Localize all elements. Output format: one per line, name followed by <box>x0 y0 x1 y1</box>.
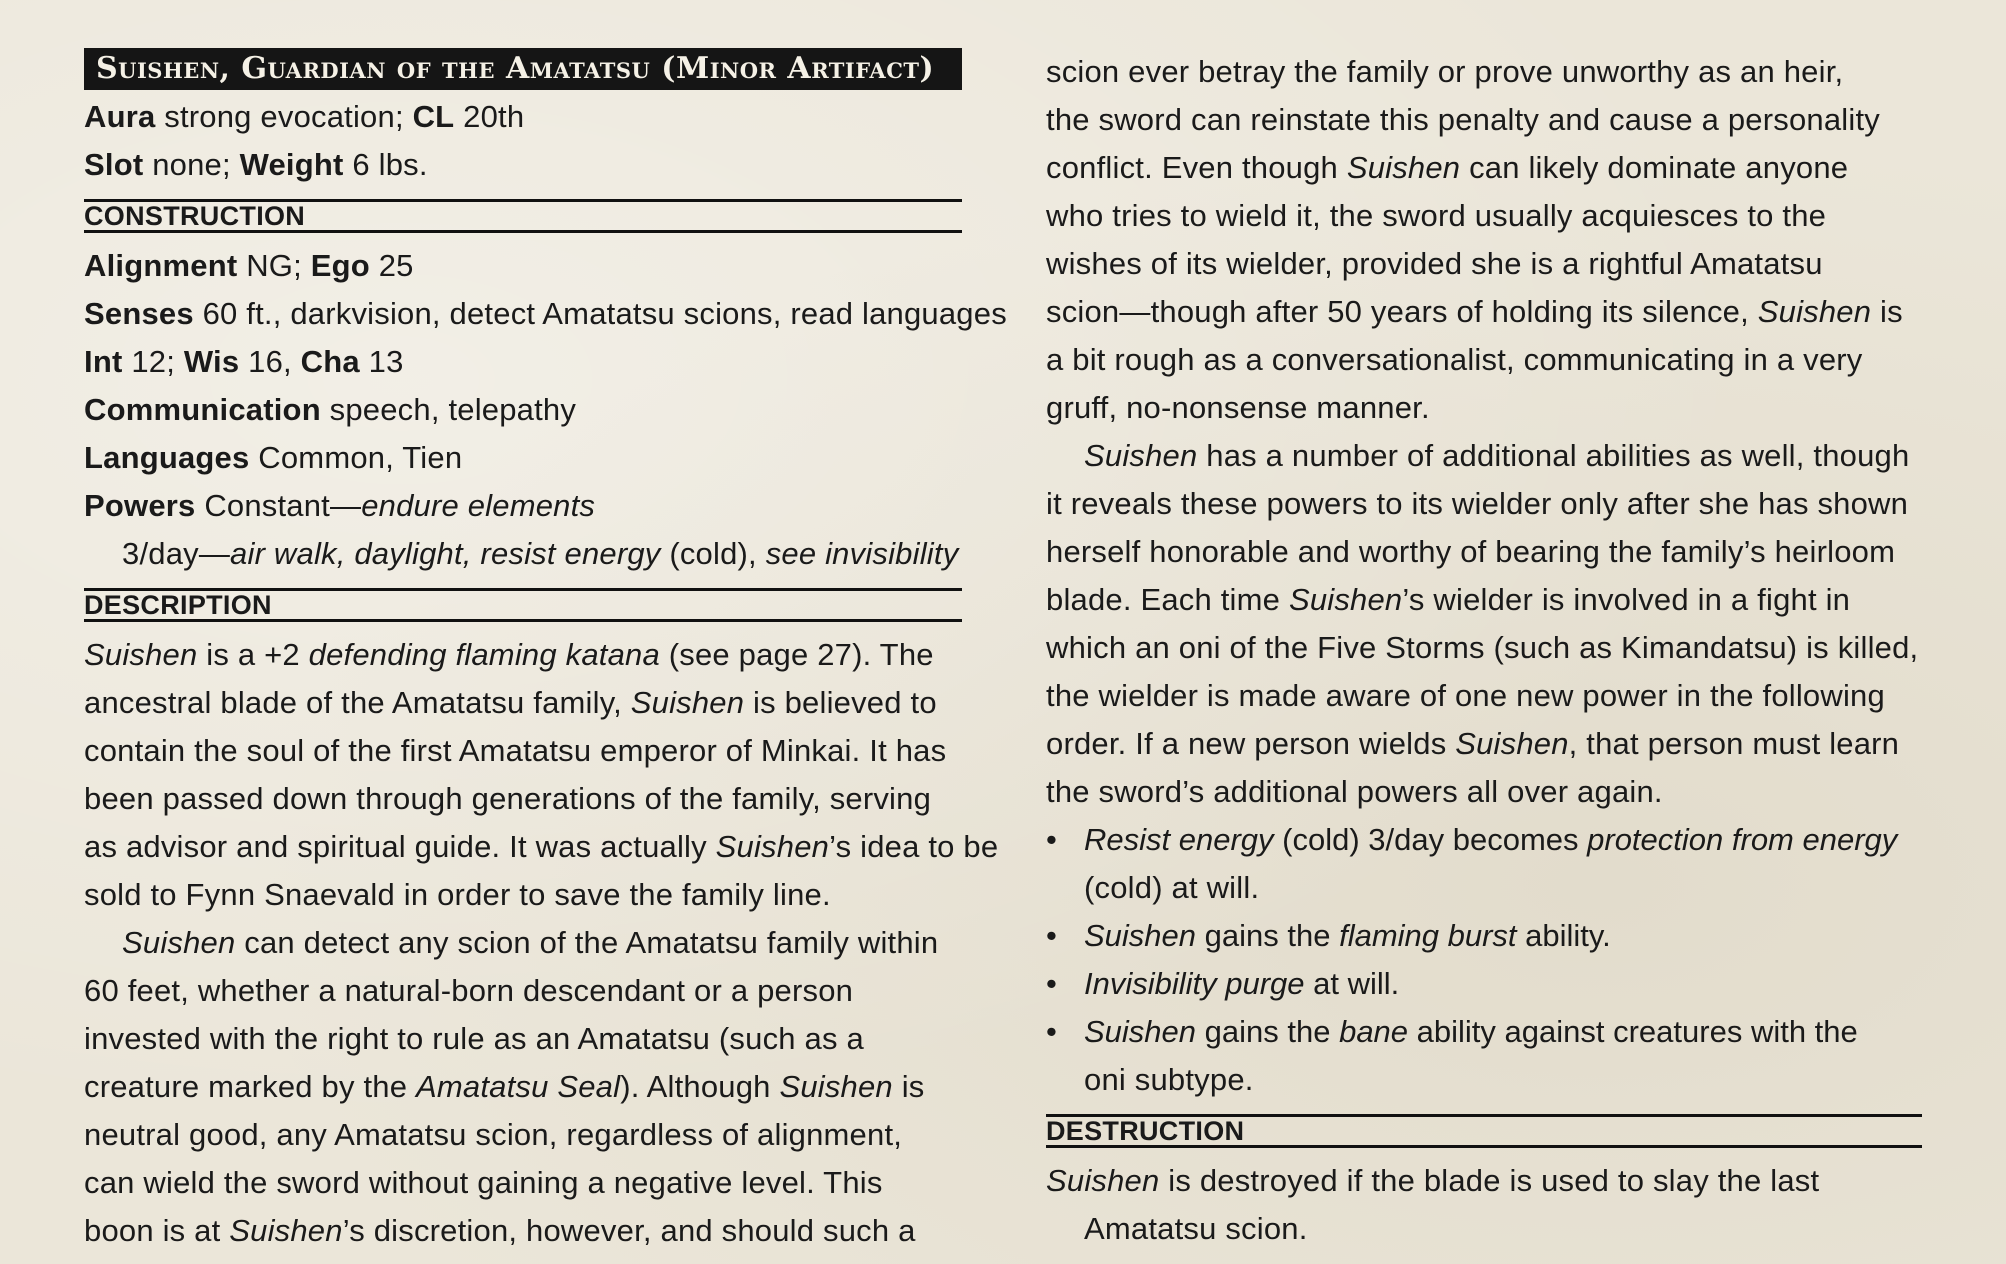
communication-value: speech, telepathy <box>329 392 577 427</box>
bullet-item <box>1046 1008 1922 1056</box>
paragraph-line: can wield the sword without gaining a negative level. This <box>84 1165 883 1200</box>
artifact-title: Suishen, Guardian of the Amatatsu (Minor Artifact) <box>84 48 962 90</box>
text-italic: Invisibility purge <box>1084 966 1305 1001</box>
paragraph-line: Amatatsu scion. <box>1084 1211 1308 1246</box>
text-span: ability. <box>1516 918 1611 953</box>
text-italic: flaming burst <box>1339 918 1517 953</box>
paragraph-line <box>84 679 962 727</box>
bullet-continuation: oni subtype. <box>1084 1062 1254 1097</box>
senses-label: Senses <box>84 296 194 331</box>
paragraph-line <box>1046 144 1922 192</box>
paragraph-line: which an oni of the Five Storms (such as Kimandatsu) is killed, <box>1046 630 1919 665</box>
powers-line <box>84 482 962 530</box>
text-italic: Suishen <box>122 925 236 960</box>
text-italic: Suishen <box>1757 294 1872 329</box>
paragraph-line <box>1046 432 1922 480</box>
text-span: ’s discretion, however, and should such a <box>342 1213 916 1248</box>
text-italic: Suishen <box>1084 918 1197 953</box>
cha-label: Cha <box>300 344 360 379</box>
paragraph-line <box>84 1063 962 1111</box>
powers-constant-prefix: Constant— <box>204 488 362 523</box>
text-span: boon is at <box>84 1213 230 1248</box>
bullet-icon: • <box>1046 966 1057 1001</box>
text-span: can likely dominate anyone <box>1460 150 1849 185</box>
text-span: is believed to <box>744 685 937 720</box>
text-span: as advisor and spiritual guide. It was actually <box>84 829 716 864</box>
bullet-item <box>1046 960 1922 1008</box>
paragraph-line: the wielder is made aware of one new power in the following <box>1046 678 1885 713</box>
paragraph-line <box>84 631 962 679</box>
cl-value: 20th <box>463 99 525 134</box>
paragraph-line: invested with the right to rule as an Amatatsu (such as a <box>84 1021 864 1056</box>
slot-line <box>84 141 962 189</box>
description-heading: DESCRIPTION <box>84 588 962 622</box>
powers-constant-spell: endure elements <box>361 488 596 523</box>
powers-perday-last: see invisibility <box>765 536 959 571</box>
paragraph-line: gruff, no-nonsense manner. <box>1046 390 1430 425</box>
slot-label: Slot <box>84 147 144 182</box>
text-italic: bane <box>1339 1014 1409 1049</box>
text-span: order. If a new person wields <box>1046 726 1456 761</box>
paragraph-line: herself honorable and worthy of bearing the family’s heirloom <box>1046 534 1896 569</box>
paragraph-line: contain the soul of the first Amatatsu emperor of Minkai. It has <box>84 733 947 768</box>
cl-label: CL <box>412 99 455 134</box>
text-span: ’s idea to be <box>829 829 999 864</box>
bullet-item <box>1046 816 1922 864</box>
languages-line <box>84 434 962 482</box>
text-span: conflict. Even though <box>1046 150 1347 185</box>
text-italic: Resist energy <box>1084 822 1274 857</box>
text-span: ’s wielder is involved in a fight in <box>1402 582 1851 617</box>
text-italic: Suishen <box>1084 1014 1197 1049</box>
text-span: (cold) 3/day becomes <box>1273 822 1588 857</box>
languages-label: Languages <box>84 440 250 475</box>
paragraph-line <box>1046 288 1922 336</box>
text-span: has a number of additional abilities as well, though <box>1197 438 1910 473</box>
weight-label: Weight <box>239 147 344 182</box>
aura-line <box>84 93 962 141</box>
text-span: is <box>892 1069 925 1104</box>
aura-label: Aura <box>84 99 156 134</box>
paragraph-line <box>84 1207 962 1255</box>
senses-value: 60 ft., darkvision, detect Amatatsu scions, read languages <box>202 296 1007 331</box>
paragraph-line: who tries to wield it, the sword usually acquiesces to the <box>1046 198 1827 233</box>
wis-label: Wis <box>183 344 240 379</box>
text-span: creature marked by the <box>84 1069 416 1104</box>
weight-value: 6 lbs. <box>352 147 428 182</box>
text-span: can detect any scion of the Amatatsu family within <box>235 925 939 960</box>
text-italic: Suishen <box>229 1213 343 1248</box>
alignment-value: NG; <box>246 248 302 283</box>
bullet-icon: • <box>1046 918 1057 953</box>
paragraph-line: scion ever betray the family or prove unworthy as an heir, <box>1046 54 1844 89</box>
text-span: gains the <box>1196 1014 1340 1049</box>
text-italic: Suishen <box>630 685 745 720</box>
text-italic: Suishen <box>779 1069 893 1104</box>
bullet-icon: • <box>1046 822 1057 857</box>
paragraph-line: sold to Fynn Snaevald in order to save the family line. <box>84 877 831 912</box>
text-span: is <box>1871 294 1903 329</box>
bullet-item <box>1046 912 1922 960</box>
ego-value: 25 <box>378 248 414 283</box>
paragraph-line: wishes of its wielder, provided she is a rightful Amatatsu <box>1046 246 1823 281</box>
languages-value: Common, Tien <box>258 440 463 475</box>
paragraph-line <box>1046 576 1922 624</box>
text-span: gains the <box>1196 918 1340 953</box>
text-italic: Suishen <box>1346 150 1461 185</box>
bullet-icon: • <box>1046 1014 1057 1049</box>
text-italic: defending flaming katana <box>308 637 660 672</box>
construction-heading: CONSTRUCTION <box>84 199 962 233</box>
powers-perday-mid: (cold), <box>669 536 757 571</box>
wis-value: 16, <box>248 344 292 379</box>
text-span: ). Although <box>620 1069 780 1104</box>
powers-perday-prefix: 3/day— <box>122 536 231 571</box>
text-span: at will. <box>1304 966 1400 1001</box>
powers-label: Powers <box>84 488 196 523</box>
text-italic: Amatatsu Seal <box>415 1069 621 1104</box>
communication-line <box>84 386 962 434</box>
text-italic: Suishen <box>84 637 198 672</box>
paragraph-line <box>1046 720 1922 768</box>
text-italic: Suishen <box>1288 582 1403 617</box>
text-span: scion—though after 50 years of holding its silence, <box>1046 294 1758 329</box>
text-italic: protection from energy <box>1587 822 1898 857</box>
text-span: (see page 27). The <box>659 637 934 672</box>
text-span: ability against creatures with the <box>1408 1014 1858 1049</box>
text-italic: Suishen <box>1455 726 1569 761</box>
paragraph-line: 60 feet, whether a natural-born descendant or a person <box>84 973 854 1008</box>
text-span: blade. Each time <box>1046 582 1289 617</box>
right-column <box>1046 48 1922 1253</box>
text-span: ancestral blade of the Amatatsu family, <box>84 685 631 720</box>
bullet-continuation: (cold) at will. <box>1084 870 1260 905</box>
senses-line <box>84 290 1007 338</box>
stats-line <box>84 338 962 386</box>
paragraph-line <box>1046 1157 1922 1205</box>
paragraph-line: neutral good, any Amatatsu scion, regardless of alignment, <box>84 1117 903 1152</box>
communication-label: Communication <box>84 392 321 427</box>
paragraph-line: it reveals these powers to its wielder only after she has shown <box>1046 486 1909 521</box>
paragraph-line: the sword’s additional powers all over again. <box>1046 774 1663 809</box>
cha-value: 13 <box>368 344 404 379</box>
text-span: is destroyed if the blade is used to slay the last <box>1159 1163 1820 1198</box>
paragraph-line: been passed down through generations of the family, serving <box>84 781 932 816</box>
text-span: is a +2 <box>197 637 309 672</box>
powers-perday-line <box>84 530 962 578</box>
ego-label: Ego <box>310 248 370 283</box>
powers-perday-spells: air walk, daylight, resist energy <box>230 536 661 571</box>
int-label: Int <box>84 344 123 379</box>
alignment-label: Alignment <box>84 248 238 283</box>
paragraph-line: the sword can reinstate this penalty and cause a personality <box>1046 102 1880 137</box>
paragraph-line <box>84 823 999 871</box>
int-value: 12; <box>131 344 176 379</box>
text-span: , that person must learn <box>1568 726 1900 761</box>
text-italic: Suishen <box>1084 438 1198 473</box>
text-italic: Suishen <box>1046 1163 1160 1198</box>
left-column <box>84 48 1007 1255</box>
paragraph-line <box>84 919 962 967</box>
destruction-heading: DESTRUCTION <box>1046 1114 1922 1148</box>
paragraph-line: a bit rough as a conversationalist, communicating in a very <box>1046 342 1863 377</box>
text-italic: Suishen <box>715 829 830 864</box>
aura-value: strong evocation; <box>164 99 404 134</box>
alignment-line <box>84 242 962 290</box>
slot-value: none; <box>152 147 231 182</box>
